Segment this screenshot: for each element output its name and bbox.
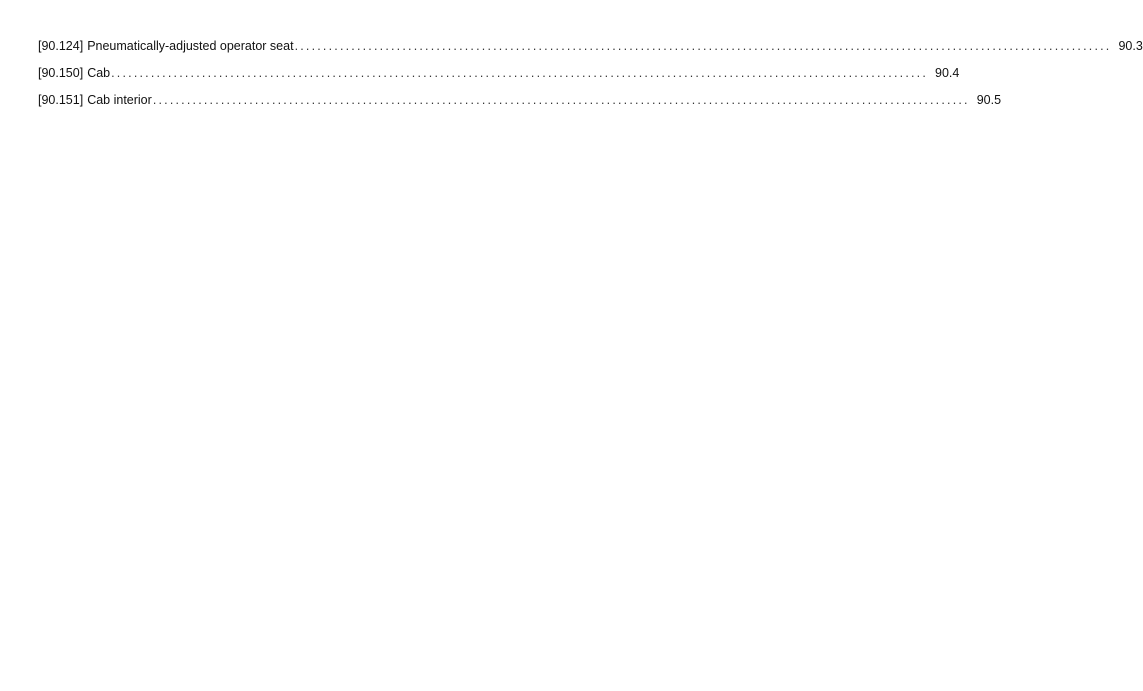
toc-entry[interactable] xyxy=(38,65,960,92)
toc-entry-page: 90.5 xyxy=(976,93,1002,107)
toc-entry[interactable] xyxy=(38,92,1002,119)
toc-entry-title: Cab interior xyxy=(87,93,152,107)
toc-dot-leader: ................................................................................................................................................ xyxy=(294,39,1112,53)
toc-entry-title: Cab xyxy=(87,66,111,80)
toc-entry-page: 90.3 xyxy=(1118,39,1143,53)
toc-dot-leader: ................................................................................................................................................ xyxy=(111,66,929,80)
toc-dot-leader: ................................................................................................................................................ xyxy=(152,93,970,107)
toc-entry[interactable] xyxy=(38,38,1143,65)
toc-entry-code: [90.150] xyxy=(38,66,84,80)
toc-entry-code: [90.124] xyxy=(38,39,84,53)
toc-entry-page: 90.4 xyxy=(935,66,960,80)
table-of-contents xyxy=(38,38,1143,119)
toc-entry-code: [90.151] xyxy=(38,93,84,107)
toc-entry-title: Pneumatically-adjusted operator seat xyxy=(87,39,294,53)
